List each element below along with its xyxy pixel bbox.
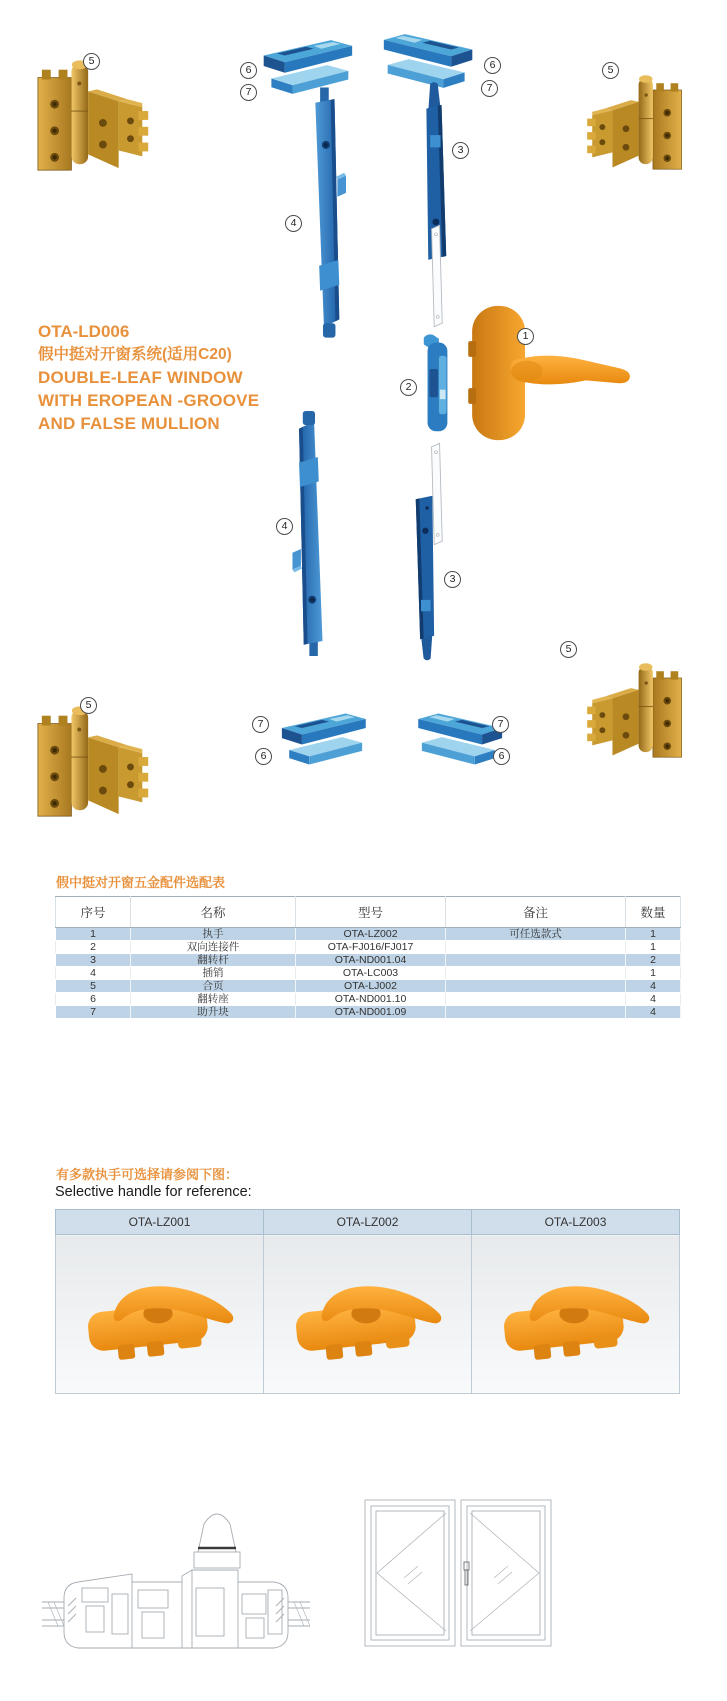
cell-name: 插销 xyxy=(131,967,296,980)
product-title-cn: 假中挺对开窗系统(适用C20) xyxy=(38,346,232,363)
product-title-en-2: WITH EROPEAN -GROOVE xyxy=(38,391,260,410)
handle-model-3: OTA-LZ003 xyxy=(472,1210,680,1235)
callout-hinge: 5 xyxy=(83,53,100,70)
cell-remark xyxy=(446,941,626,954)
product-title-en-1: DOUBLE-LEAF WINDOW xyxy=(38,368,243,387)
cell-name: 助升块 xyxy=(131,1006,296,1019)
handles-table-image-row xyxy=(56,1235,680,1394)
cell-index: 1 xyxy=(56,928,131,941)
cell-model: OTA-ND001.09 xyxy=(296,1006,446,1019)
mullion-strip-lower xyxy=(428,440,444,548)
col-header-qty: 数量 xyxy=(626,897,681,928)
cell-qty: 4 xyxy=(626,980,681,993)
cell-qty: 1 xyxy=(626,928,681,941)
cell-model: OTA-FJ016/FJ017 xyxy=(296,941,446,954)
table-row xyxy=(56,1006,681,1019)
handle-model-2: OTA-LZ002 xyxy=(264,1210,472,1235)
handles-note-en: Selective handle for reference: xyxy=(55,1184,252,1200)
col-header-remark: 备注 xyxy=(446,897,626,928)
profile-section-drawing xyxy=(42,1502,310,1667)
cell-index: 6 xyxy=(56,993,131,1006)
product-title-en-3: AND FALSE MULLION xyxy=(38,414,220,433)
cell-model: OTA-ND001.04 xyxy=(296,954,446,967)
cell-remark xyxy=(446,954,626,967)
cell-qty: 2 xyxy=(626,954,681,967)
callout-lift-block: 7 xyxy=(481,80,498,97)
handles-table-header-row xyxy=(56,1210,680,1235)
parts-table xyxy=(55,896,681,1019)
cell-index: 4 xyxy=(56,967,131,980)
cell-name: 合页 xyxy=(131,980,296,993)
cell-index: 2 xyxy=(56,941,131,954)
callout-hinge: 5 xyxy=(80,697,97,714)
col-header-model: 型号 xyxy=(296,897,446,928)
handle-photo-cell xyxy=(264,1235,472,1394)
cell-name: 翻转座 xyxy=(131,993,296,1006)
cell-model: OTA-LZ002 xyxy=(296,928,446,941)
cell-remark xyxy=(446,993,626,1006)
keeper-parts-bottom-left xyxy=(272,708,372,770)
hinge-top-left xyxy=(28,50,166,180)
cell-remark: 可任选款式 xyxy=(446,928,626,941)
connector-part xyxy=(420,332,454,438)
cell-remark xyxy=(446,1006,626,1019)
table-row xyxy=(56,967,681,980)
cell-qty: 1 xyxy=(626,967,681,980)
col-header-index: 序号 xyxy=(56,897,131,928)
callout-handle: 1 xyxy=(517,328,534,345)
cell-qty: 1 xyxy=(626,941,681,954)
handle-photo-lz001 xyxy=(67,1257,253,1379)
flush-bolt-bar-bottom xyxy=(292,410,338,656)
handle-model-1: OTA-LZ001 xyxy=(56,1210,264,1235)
callout-tilt-seat: 6 xyxy=(493,748,510,765)
cell-name: 翻转杆 xyxy=(131,954,296,967)
parts-table-header-row xyxy=(56,897,681,928)
callout-hinge: 5 xyxy=(602,62,619,79)
table-row xyxy=(56,928,681,941)
cell-remark xyxy=(446,967,626,980)
callout-tilt-seat: 6 xyxy=(484,57,501,74)
cell-model: OTA-ND001.10 xyxy=(296,993,446,1006)
cell-index: 5 xyxy=(56,980,131,993)
cell-remark xyxy=(446,980,626,993)
handles-note-cn: 有多款执手可选择请参阅下图： xyxy=(56,1167,239,1182)
product-model: OTA-LD006 xyxy=(38,322,130,341)
window-elevation-drawing xyxy=(362,1496,554,1652)
cell-qty: 4 xyxy=(626,1006,681,1019)
table-row xyxy=(56,993,681,1006)
flush-bolt-bar-top xyxy=(300,84,346,342)
callout-flush-bolt: 4 xyxy=(285,215,302,232)
table-row xyxy=(56,980,681,993)
handle-photo-cell xyxy=(56,1235,264,1394)
cell-model: OTA-LJ002 xyxy=(296,980,446,993)
cell-index: 7 xyxy=(56,1006,131,1019)
handles-table xyxy=(55,1209,680,1394)
table-row xyxy=(56,941,681,954)
table-row xyxy=(56,954,681,967)
callout-flush-bolt: 4 xyxy=(276,518,293,535)
callout-tilt-rod: 3 xyxy=(444,571,461,588)
handle-photo-lz003 xyxy=(483,1257,669,1379)
callout-tilt-seat: 6 xyxy=(255,748,272,765)
callout-lift-block: 7 xyxy=(492,716,509,733)
window-handle-3d xyxy=(464,302,636,444)
product-title-block xyxy=(38,320,259,435)
hinge-bottom-left xyxy=(28,696,166,826)
hinge-top-right xyxy=(572,58,690,186)
callout-connector: 2 xyxy=(400,379,417,396)
cell-name: 执手 xyxy=(131,928,296,941)
handle-photo-lz002 xyxy=(275,1257,461,1379)
callout-tilt-rod: 3 xyxy=(452,142,469,159)
callout-lift-block: 7 xyxy=(240,84,257,101)
col-header-name: 名称 xyxy=(131,897,296,928)
cell-qty: 4 xyxy=(626,993,681,1006)
callout-hinge: 5 xyxy=(560,641,577,658)
cell-name: 双向连接件 xyxy=(131,941,296,954)
mullion-strip-upper xyxy=(428,220,444,332)
cell-model: OTA-LC003 xyxy=(296,967,446,980)
parts-table-caption: 假中挺对开窗五金配件选配表 xyxy=(56,875,226,890)
callout-lift-block: 7 xyxy=(252,716,269,733)
handle-photo-cell xyxy=(472,1235,680,1394)
hinge-bottom-right xyxy=(572,646,690,774)
cell-index: 3 xyxy=(56,954,131,967)
callout-tilt-seat: 6 xyxy=(240,62,257,79)
